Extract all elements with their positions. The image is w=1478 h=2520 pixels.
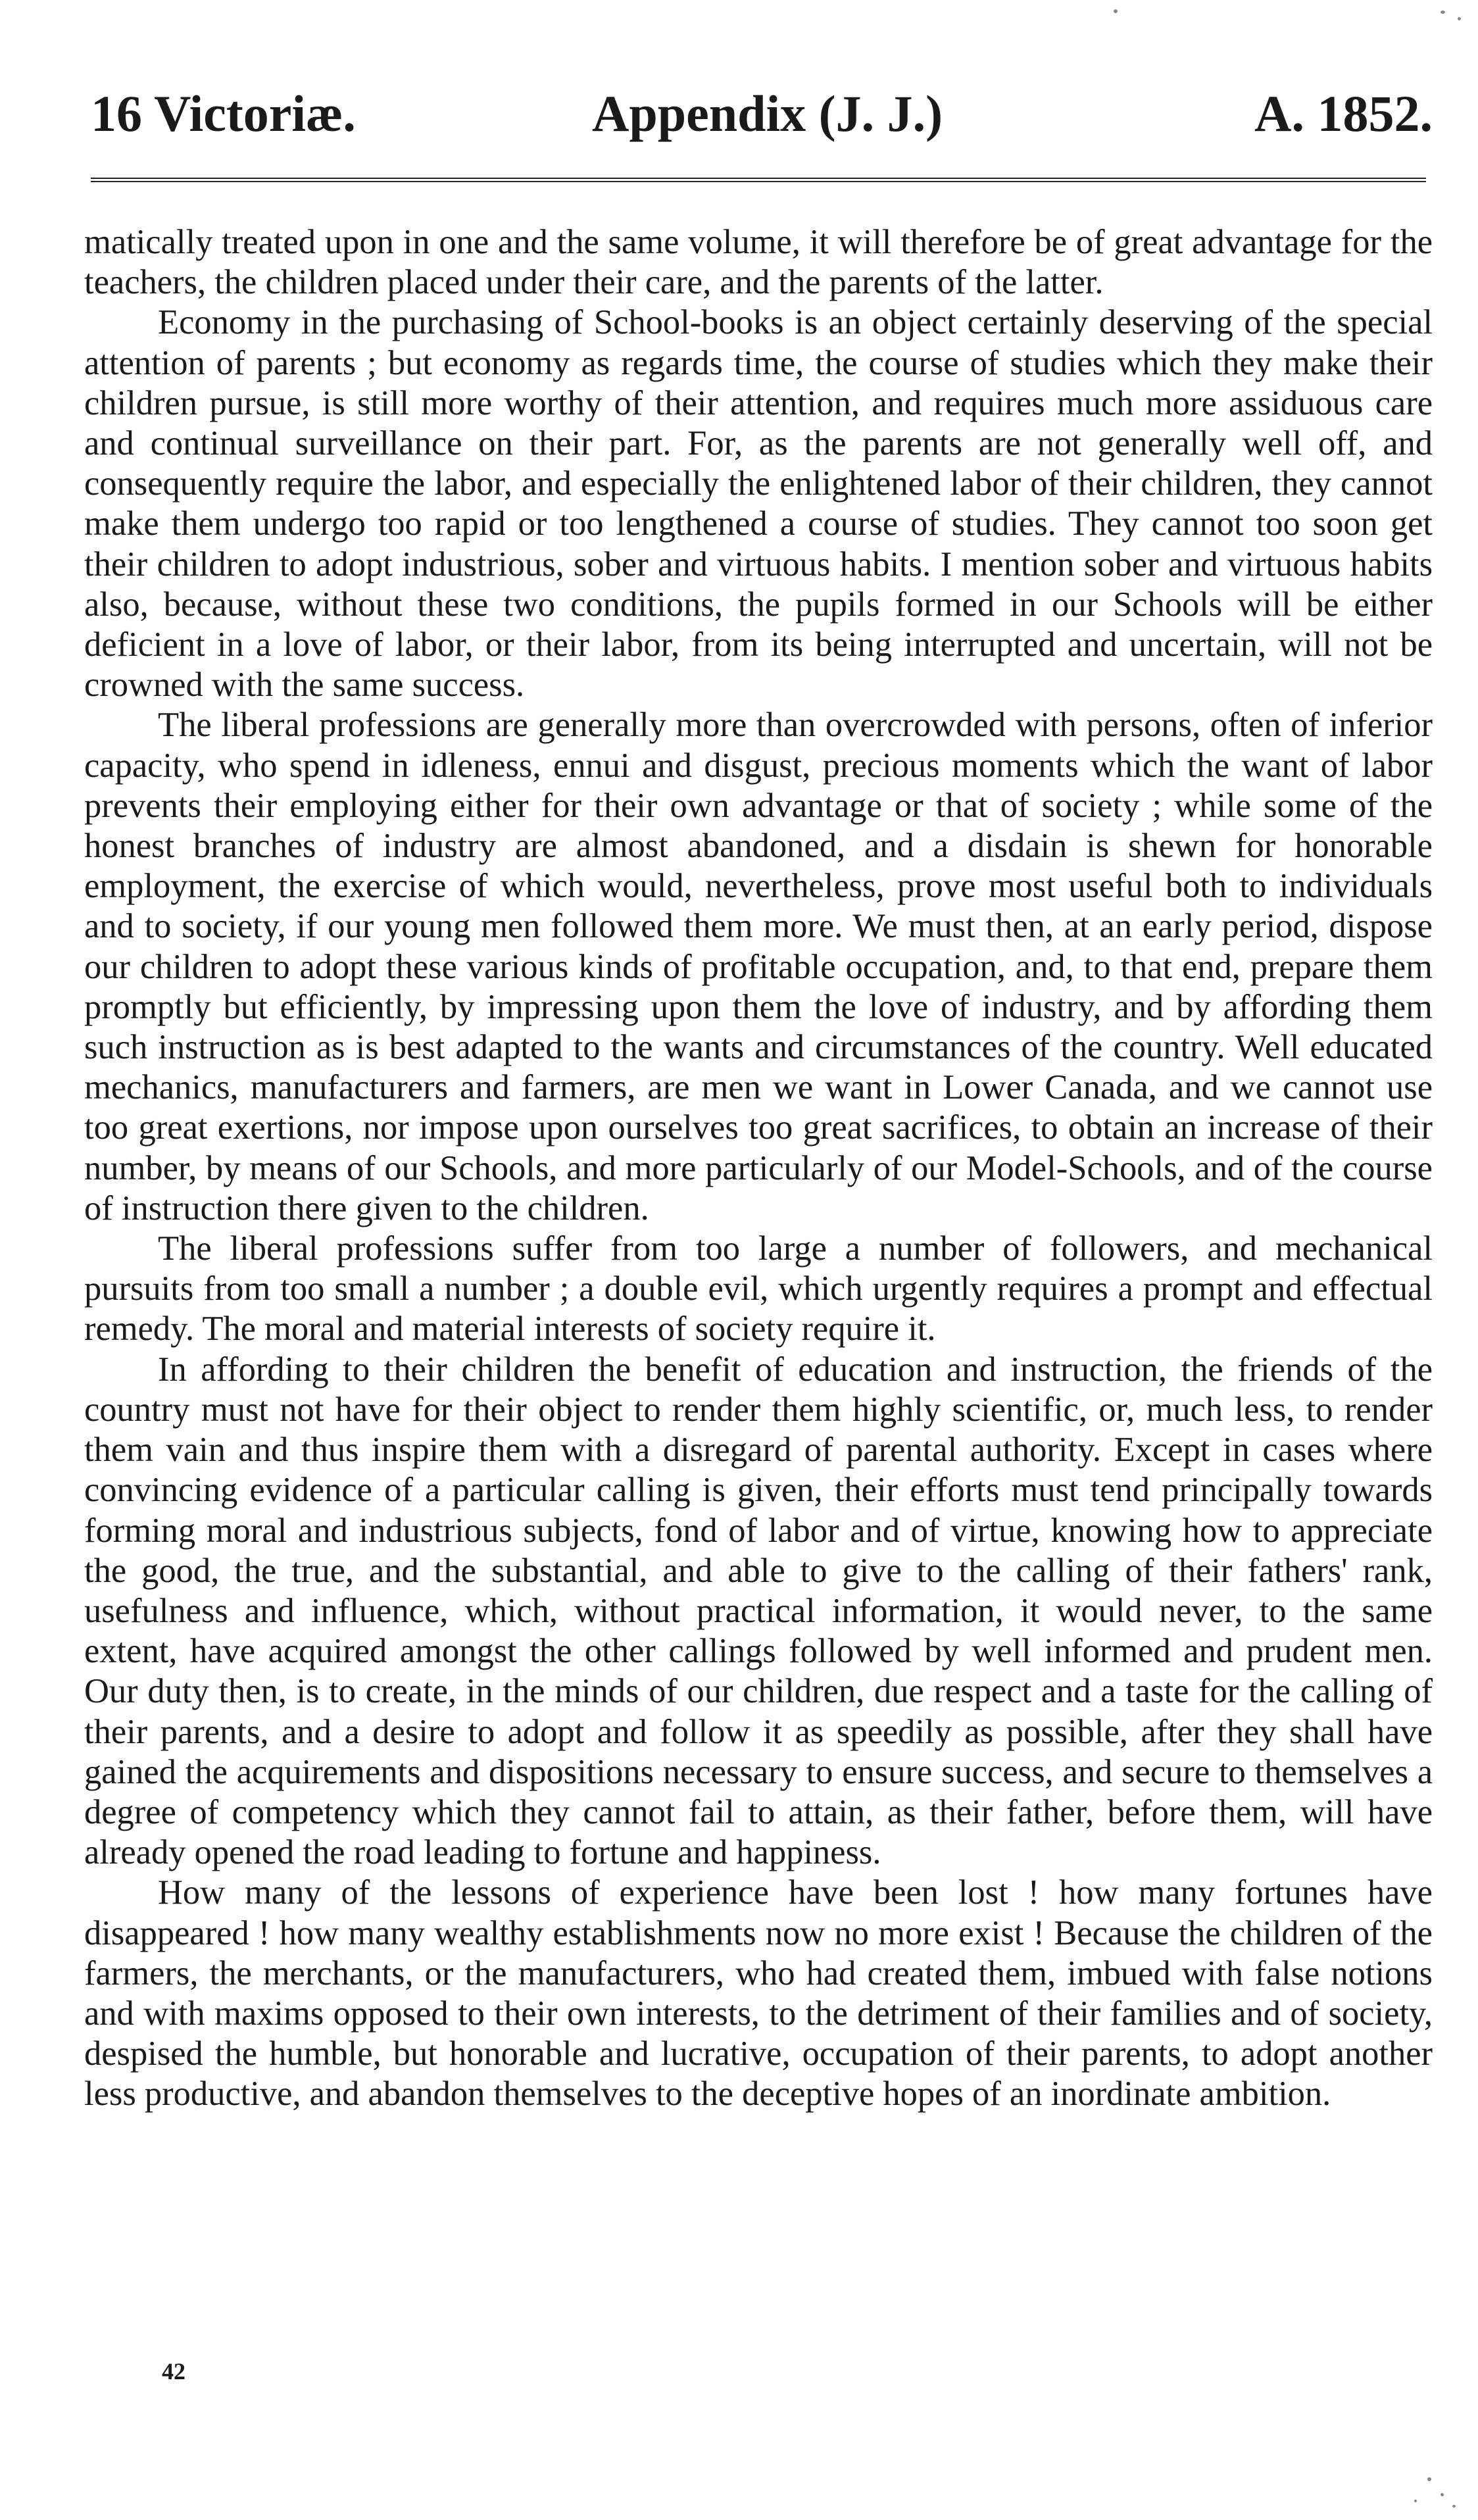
paragraph-liberal-professions: The liberal professions are generally more than overcrowded with persons, often of inferior capacity, who spend in idleness, ennui and disgust, precious moments which the want of labor prevents their employing either for their own advantage or that of society ; while some of the honest branches of industry are almost abandoned, and a disdain is shewn for honorable employment, the exercise of which would, nevertheless, prove most useful both to individuals and to society, if our young men followed them more. We must then, at an early period, dispose our children to adopt these various kinds of profitable occupation, and, to that end, prepare them promptly but efficiently, by impressing upon them the love of industry, and by affording them such instruction as is best adapted to the wants and circumstances of the country. Well educated mechanics, manufacturers and farmers, are men we want in Lower Canada, and we cannot use too great exertions, nor impose upon ourselves too great sacrifices, to obtain an increase of their number, by means of our Schools, and more particularly of our Model-Schools, and of the course of instruction there given to the children. xyxy=(84,706,1433,1227)
paragraph-continuation: matically treated upon in one and the same volume, it will therefore be of great advantage for the teachers, the children placed under their care, and the parents of the latter. xyxy=(84,223,1433,302)
print-speck xyxy=(1114,9,1118,13)
paragraph-lessons-lost: How many of the lessons of experience have been lost ! how many fortunes have disappeared ! how many wealthy establishments now no more exist ! Because the children of the farmers, the merchants, or the manufacturers, who had created them, imbued with false notions and with maxims opposed to their own interests, to the detriment of their families and of society, despised the humble, but honorable and lucrative, occupation of their parents, to adopt another less productive, and abandon themselves to the deceptive hopes of an inordinate ambition. xyxy=(84,1873,1433,2113)
paragraph-education-aims: In affording to their children the benefit of education and instruction, the friends of the country must not have for their object to render them highly scientific, or, much less, to render them vain and thus inspire them with a disregard of parental authority. Except in cases where convincing evidence of a particular calling is given, their efforts must tend principally towards forming moral and industrious subjects, fond of labor and of virtue, knowing how to appreciate the good, the true, and the substantial, and able to give to the calling of their fathers' rank, usefulness and influence, which, without practical information, it would never, to the same extent, have acquired amongst the other callings followed by well informed and prudent men. Our duty then, is to create, in the minds of our children, due respect and a taste for the calling of their parents, and a desire to adopt and follow it as speedily as possible, after they shall have gained the acquirements and dispositions necessary to ensure success, and secure to themselves a degree of competency which they cannot fail to attain, as their father, before them, will have already opened the road leading to fortune and happiness. xyxy=(84,1350,1433,1872)
print-speck xyxy=(1452,2505,1456,2508)
body-text xyxy=(84,222,1433,2115)
running-head xyxy=(91,78,1433,150)
print-speck xyxy=(1458,17,1461,20)
print-speck xyxy=(1441,11,1445,14)
header-rule xyxy=(91,178,1426,182)
signature-mark: 42 xyxy=(162,2358,185,2384)
print-speck xyxy=(1441,2493,1444,2496)
print-speck xyxy=(1414,2500,1417,2502)
print-speck xyxy=(1427,2477,1431,2481)
running-head-appendix: Appendix (J. J.) xyxy=(592,85,943,142)
paragraph-double-evil: The liberal professions suffer from too large a number of followers, and mechanical pursuits from too small a number ; a double evil, which urgently requires a prompt and effectual remedy. The moral and material interests of society require it. xyxy=(84,1229,1433,1348)
running-head-regnal-year: 16 Victoriæ. xyxy=(91,85,356,142)
paragraph-economy: Economy in the purchasing of School-books is an object certainly deserving of the special attention of parents ; but economy as regards time, the course of studies which they make their children pursue, is still more worthy of their attention, and requires much more assiduous care and continual surveillance on their part. For, as the parents are not generally well off, and consequently require the labor, and especially the enlightened labor of their children, they cannot make them undergo too rapid or too lengthened a course of studies. They cannot too soon get their children to adopt industrious, sober and virtuous habits. I mention sober and virtuous habits also, because, without these two conditions, the pupils formed in our Schools will be either deficient in a love of labor, or their labor, from its being interrupted and uncertain, will not be crowned with the same success. xyxy=(84,303,1433,704)
running-head-year: A. 1852. xyxy=(1254,85,1433,142)
